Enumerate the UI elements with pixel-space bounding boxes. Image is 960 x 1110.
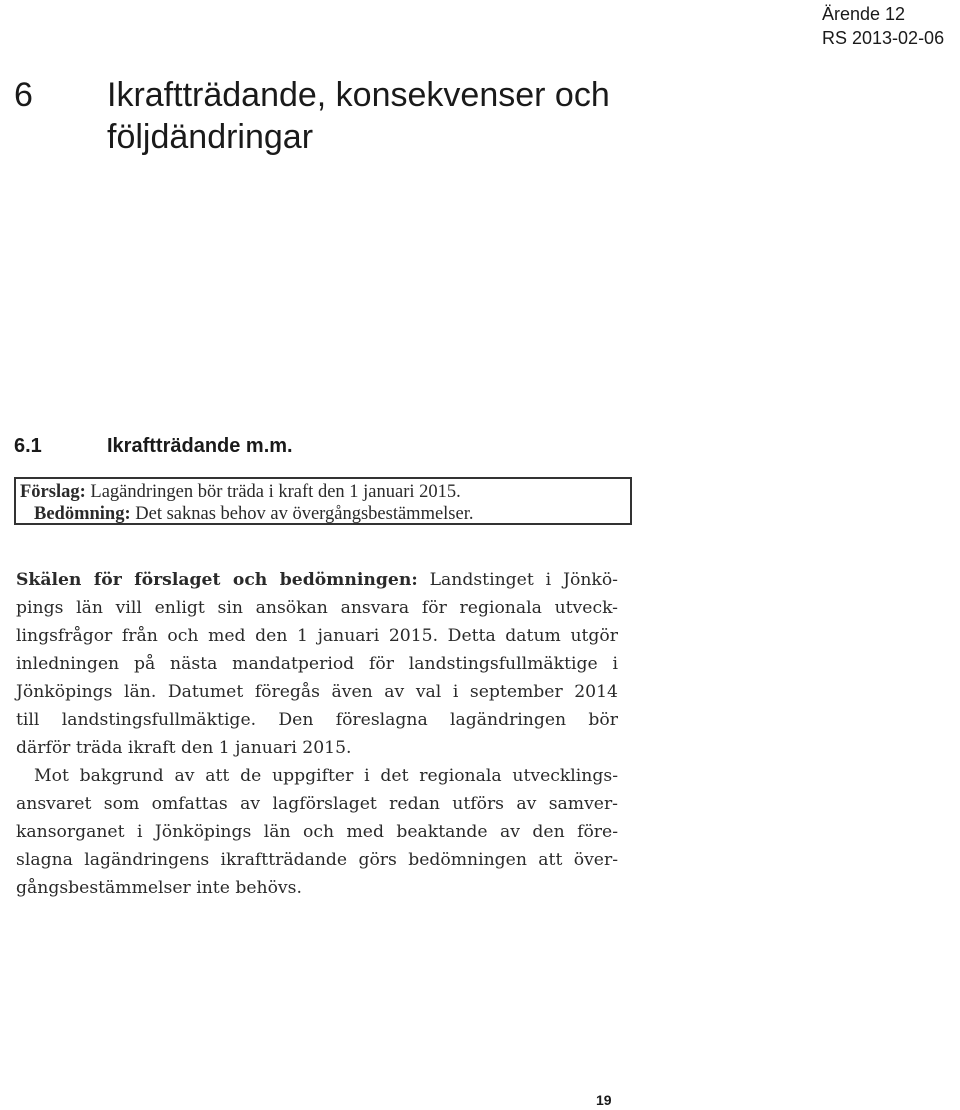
body-line: pings län vill enligt sin ansökan ansvara för regionala utveck- xyxy=(16,598,618,618)
proposal-label: Förslag: xyxy=(20,482,86,502)
body-line-text: Landstinget i Jönkö- xyxy=(417,570,618,590)
reasons-label: Skälen för förslaget och bedömningen: xyxy=(16,570,418,590)
body-line: inledningen på nästa mandatperiod för landstingsfullmäktige i xyxy=(16,654,618,674)
chapter-number: 6 xyxy=(14,76,33,114)
assessment-text: Det saknas behov av övergångsbestämmelser. xyxy=(130,504,474,524)
section-number: 6.1 xyxy=(14,435,42,457)
body-line: därför träda ikraft den 1 januari 2015. xyxy=(16,738,352,758)
body-line: till landstingsfullmäktige. Den föreslagna lagändringen bör xyxy=(16,710,618,730)
body-line: ansvaret som omfattas av lagförslaget redan utförs av samver- xyxy=(16,794,618,814)
page-number: 19 xyxy=(596,1092,612,1108)
body-text xyxy=(16,566,618,902)
assessment-label: Bedömning: xyxy=(34,504,131,524)
section-title: Ikraftträdande m.m. xyxy=(107,435,293,457)
document-reference: RS 2013-02-06 xyxy=(822,28,945,48)
proposal-line xyxy=(20,481,630,503)
assessment-line xyxy=(20,503,630,525)
body-line: slagna lagändringens ikraftträdande görs bedömningen att över- xyxy=(16,850,618,870)
chapter-title: Ikraftträdande, konsekvenser och följdändringar xyxy=(107,76,610,156)
body-line: Jönköpings län. Datumet föregås även av val i september 2014 xyxy=(16,682,618,702)
body-line: gångsbestämmelser inte behövs. xyxy=(16,878,302,898)
body-line: lingsfrågor från och med den 1 januari 2015. Detta datum utgör xyxy=(16,626,618,646)
proposal-box xyxy=(14,477,632,525)
body-line: kansorganet i Jönköpings län och med beaktande av den före- xyxy=(16,822,618,842)
case-number: Ärende 12 xyxy=(822,4,906,24)
body-line xyxy=(16,566,618,594)
proposal-text: Lagändringen bör träda i kraft den 1 januari 2015. xyxy=(85,482,461,502)
body-line: Mot bakgrund av att de uppgifter i det regionala utvecklings- xyxy=(34,766,618,786)
